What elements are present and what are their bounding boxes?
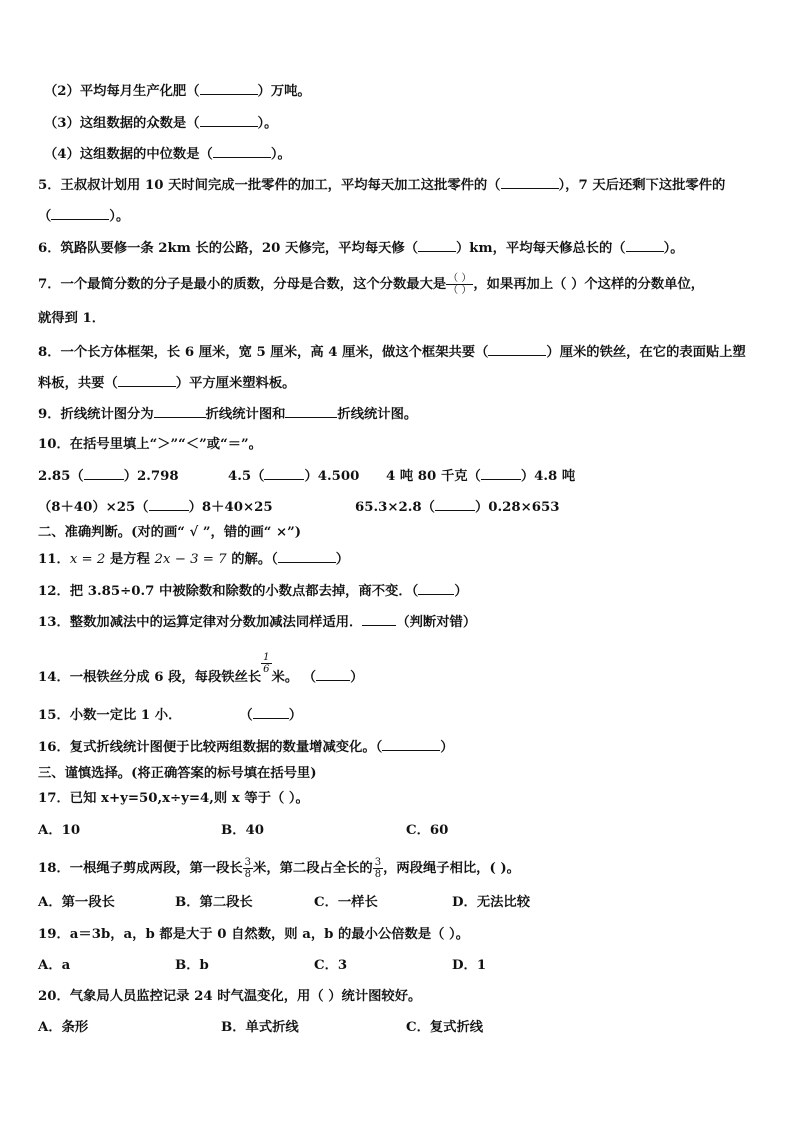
answer-blank[interactable] [253,706,289,719]
option-d[interactable]: D．1 [452,958,487,973]
question-8-line-2: 料板，共要（ ）平方厘米塑料板。 [38,376,296,391]
answer-blank[interactable] [501,176,559,189]
section-2-heading: 二、准确判断。(对的画“ √ ”，错的画“ ×”) [38,525,302,540]
option-c[interactable]: C．60 [406,823,449,838]
question-12: 12．把 3.85÷0.7 中被除数和除数的小数点都去掉，商不变．（ ） [38,584,468,599]
question-15: 15．小数一定比 1 小． （ ） [38,708,302,723]
answer-blank[interactable] [200,114,258,127]
answer-blank[interactable] [264,467,304,480]
option-a[interactable]: A．10 [38,823,81,838]
question-5-line-1: 5．王叔叔计划用 10 天时间完成一批零件的加工，平均每天加工这批零件的（ ），7 天后还剩下这批零件的 [38,178,726,193]
option-d[interactable]: D．无法比较 [452,895,531,910]
option-c[interactable]: C．一样长 [314,895,378,910]
option-b[interactable]: B．单式折线 [221,1020,299,1035]
question-11: 11．x = 2 是方程 2x − 3 = 7 的解。（ ） [38,552,350,567]
option-b[interactable]: B．b [175,958,209,973]
option-c[interactable]: C．3 [314,958,348,973]
answer-blank[interactable] [481,467,521,480]
answer-blank[interactable] [362,613,396,626]
answer-blank[interactable] [154,405,206,418]
section-3-heading: 三、谨慎选择。(将正确答案的标号填在括号里) [38,766,317,781]
question-8-line-1: 8．一个长方体框架，长 6 厘米，宽 5 厘米，高 4 厘米，做这个框架共要（ ）厘米的铁丝，在它的表面贴上塑 [38,345,746,360]
fraction-one-sixth: $\frac{1}{6}$ [263,652,270,675]
question-4-2: （2）平均每月生产化肥（ ）万吨。 [44,84,311,99]
question-17: 17．已知 x+y=50,x÷y=4,则 x 等于（ ）。 [38,791,309,806]
answer-blank[interactable] [488,343,546,356]
option-c[interactable]: C．复式折线 [406,1020,484,1035]
question-9: 9．折线统计图分为 折线统计图和 折线统计图。 [38,407,418,422]
question-4-4: （4）这组数据的中位数是（ ）。 [44,147,291,162]
question-7-line-1: 7．一个最简分数的分子是最小的质数，分母是合数，这个分数最大是 $\frac{( )}{( )}$ ，如果再加上（ ）个这样的分数单位， [38,273,705,296]
option-a[interactable]: A．a [38,958,71,973]
answer-blank[interactable] [278,550,336,563]
answer-blank[interactable] [51,207,109,220]
fraction-three-eighths: $\frac{3}{8}$ [244,857,252,880]
answer-blank[interactable] [84,467,124,480]
question-18: 18．一根绳子剪成两段，第一段长 $\frac{3}{8}$ 米，第二段占全长的 $\frac{3}{8}$ ，两段绳子相比，( )。 [38,857,520,880]
option-a[interactable]: A．第一段长 [38,895,115,910]
question-10-item-2: 4.5（ ）4.500 [228,469,360,484]
answer-blank[interactable] [418,239,456,252]
option-a[interactable]: A．条形 [38,1020,89,1035]
question-7-line-2: 就得到 1． [38,311,106,326]
question-5-line-2: （ ）。 [38,209,130,224]
answer-blank[interactable] [316,668,350,681]
answer-blank[interactable] [118,374,176,387]
question-10-item-5: 65.3×2.8（ ）0.28×653 [355,500,560,515]
fraction-three-eighths: $\frac{3}{8}$ [374,857,382,880]
question-10-item-1: 2.85（ ）2.798 [38,469,179,484]
fraction-blank[interactable]: $\frac{( )}{( )}$ [448,273,472,296]
answer-blank[interactable] [382,738,440,751]
answer-blank[interactable] [149,498,189,511]
question-10-item-3: 4 吨 80 千克（ ）4.8 吨 [386,469,576,484]
question-20: 20．气象局人员监控记录 24 时气温变化，用（ ）统计图较好。 [38,989,422,1004]
answer-blank[interactable] [418,582,454,595]
question-16: 16．复式折线统计图便于比较两组数据的数量增减变化。（ ） [38,740,454,755]
question-6: 6．筑路队要修一条 2km 长的公路，20 天修完，平均每天修（ ）km，平均每天修总长的（ ）。 [38,241,684,256]
answer-blank[interactable] [213,145,271,158]
answer-blank[interactable] [435,498,475,511]
question-10: 10．在括号里填上“＞”“＜”或“＝”。 [38,437,262,452]
answer-blank[interactable] [200,82,258,95]
question-19: 19．a＝3b，a，b 都是大于 0 自然数，则 a，b 的最小公倍数是（ ）。 [38,927,469,942]
question-10-item-4: （8＋40）×25（ ）8＋40×25 [38,500,273,515]
answer-blank[interactable] [626,239,664,252]
answer-blank[interactable] [285,405,337,418]
question-4-3: （3）这组数据的众数是（ ）。 [44,116,278,131]
question-13: 13．整数加减法中的运算定律对分数加减法同样适用． （判断对错） [38,615,477,630]
option-b[interactable]: B．40 [221,823,265,838]
question-14: 14．一根铁丝分成 6 段，每段铁丝长 $\frac{1}{6}$ 米。 （ ） [38,652,364,685]
option-b[interactable]: B．第二段长 [175,895,253,910]
